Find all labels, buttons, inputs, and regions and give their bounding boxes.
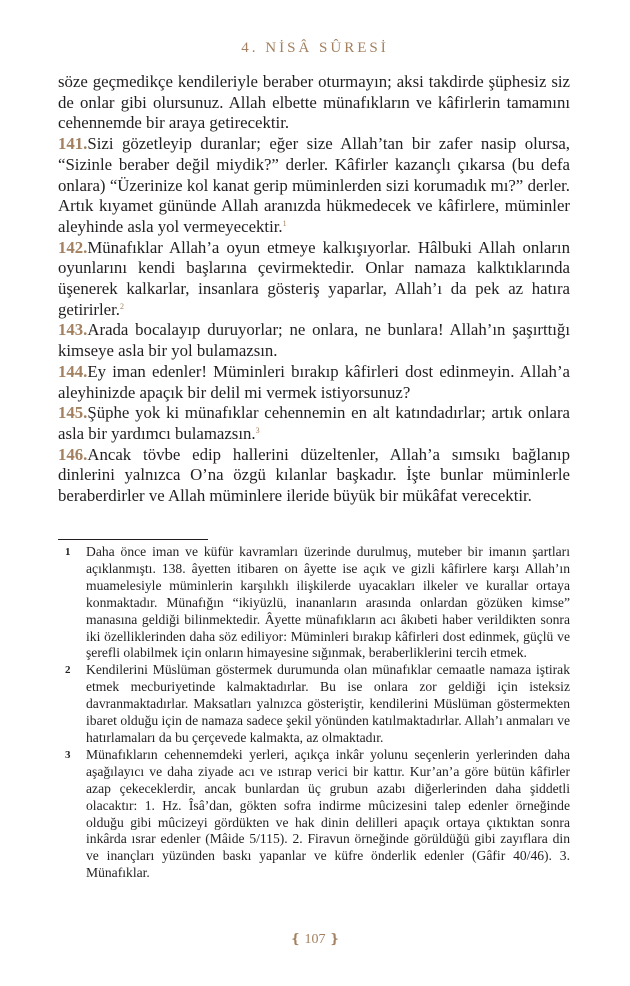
footnote-text: Kendilerini Müslüman göstermek durumunda olan münafıklar cemaatle namaza iştirak etmek mecburiyetinde kalmaktadırlar. Bu ise onlara zor geldiği için isteksiz davranmaktadırlar. Maksatları yalnızca gösteriştir, kendilerini Müslüman göstermekten ibaret olduğu için de namaza sadece şekil yönünden katılmaktadırlar. Allah’ı anmaları ve hatırlamaları da bu çerçevede kalmakta, az olmaktadır. bbox=[86, 662, 570, 745]
verse-paragraph bbox=[58, 320, 570, 361]
footnote-ref[interactable]: 1 bbox=[282, 218, 287, 228]
footnote-number: 2 bbox=[65, 664, 71, 677]
page-number bbox=[0, 931, 630, 948]
verse-number: 144. bbox=[58, 361, 88, 381]
verse-text: Ancak tövbe edip hallerini düzeltenler, Allah’a sımsıkı bağlanıp dinlerini yalnızca O’na özgü kılanlar başkadır. İşte bunlar müminlerle beraberdirler ve Allah müminlere ileride büyük bir mükâfat verecektir. bbox=[58, 444, 570, 506]
verse-paragraph bbox=[58, 445, 570, 507]
verse-number: 145. bbox=[58, 403, 88, 423]
verse-paragraph bbox=[58, 362, 570, 403]
footnote bbox=[58, 544, 570, 662]
verse-text: Sizi gözetleyip duranlar; eğer size Allah’tan bir zafer nasip olursa, “Sizinle beraber değil miydik?” derler. Kâfirler kazançlı çıkarsa (bu defa onlara) “Üzerinize kol kanat gerip müminlerden sizi korumadık mı?” derler. Artık kıyamet gününde Allah aranızda hükmedecek ve kâfirlere, müminler aleyhinde asla yol vermeyecektir. bbox=[58, 134, 570, 236]
verse-number: 143. bbox=[58, 320, 88, 340]
verse-text: Ey iman edenler! Müminleri bırakıp kâfirleri dost edinmeyin. Allah’a aleyhinizde apaçık bir delil mi vermek istiyorsunuz? bbox=[58, 361, 570, 402]
ornament-right-icon: ❵ bbox=[329, 931, 340, 946]
verse-number: 146. bbox=[58, 444, 88, 464]
main-text bbox=[58, 72, 570, 507]
verse-text: söze geçmedikçe kendileriyle beraber oturmayın; aksi takdirde şüphesiz siz de onlar gibi olursunuz. Allah elbette münafıkların ve kâfirlerin tamamını cehennemde bir araya getirecektir. bbox=[58, 72, 570, 133]
running-header: 4. NİSÂ SÛRESİ bbox=[241, 40, 389, 56]
verse-number: 141. bbox=[58, 134, 88, 154]
footnote bbox=[58, 747, 570, 882]
verse-text: Şüphe yok ki münafıklar cehennemin en alt katındadırlar; artık onlara asla bir yardımcı bulamazsın. bbox=[58, 403, 570, 443]
footnote-text: Daha önce iman ve küfür kavramları üzerinde durulmuş, muteber bir imanın şartları açıklanmıştı. 138. âyetten itibaren on âyette ise açık ve gizli kâfirlere karşı Allah’ın muamelesiyle müminlerin karşılıklı ilişkilerde uyacakları ilkeler ve kurallar ortaya konmaktadır. Münafığın “ikiyüzlü, inananların arasında onlardan gözüken kimse” manasına geldiği bilinmektedir. Âyette münafıkların acı âkıbeti haber verildikten sonra iki özelliklerinden daha söz ediliyor: Müminleri bırakıp kâfirleri dost edinmek, güçlü ve şerefli olabilmek için onların himayesine sığınmak, beraberliklerini tercih etmek. bbox=[86, 544, 570, 661]
footnote-number: 3 bbox=[65, 748, 71, 761]
footnote-ref[interactable]: 3 bbox=[255, 425, 260, 435]
footnote-number: 1 bbox=[65, 546, 71, 558]
footnote-divider bbox=[58, 539, 208, 540]
verse-paragraph bbox=[58, 134, 570, 238]
verse-paragraph bbox=[58, 238, 570, 321]
ornament-left-icon: ❴ bbox=[290, 931, 301, 946]
footnote bbox=[58, 662, 570, 747]
verse-text: Arada bocalayıp duruyorlar; ne onlara, ne bunlara! Allah’ın şaşırttığı kimseye asla bir yol bulamazsın. bbox=[58, 320, 570, 361]
page-number-value: 107 bbox=[304, 932, 326, 947]
verse-paragraph bbox=[58, 403, 570, 444]
verse-text: Münafıklar Allah’a oyun etmeye kalkışıyorlar. Hâlbuki Allah onların oyunlarını kendi başlarına çevirmektedir. Onlar namaza kalktıklarında üşenerek kalkarlar, insanlara gösteriş yaparlar, Allah’ı da pek az hatıra getirirler. bbox=[58, 237, 570, 319]
footnote-text: Münafıkların cehennemdeki yerleri, açıkça inkâr yolunu seçenlerin yerlerinden daha aşağılayıcı ve daha ziyade acı ve ıstırap verici bir kattır. Kur’an’a göre bütün kâfirler azap çekeceklerdir, ancak bunlardan üç grubun azabı diğerlerinden daha şiddetli olacaktır: 1. Hz. Îsâ’dan, gökten sofra indirme mûcizesini talep edenler örneğinde olduğu gibi mûcizeyi gördükten ve hak dinin delilleri apaçık ortaya çıktıktan sonra inkârda ısrar edenler (Mâide 5/115). 2. Firavun örneğinde görüldüğü gibi zayıflara din ve inançları yüzünden baskı yapanlar ve küfre önderlik edenler (Gâfir 40/46). 3. Münafıklar. bbox=[86, 746, 570, 881]
footnotes bbox=[58, 544, 570, 882]
verse-paragraph bbox=[58, 72, 570, 134]
verse-number: 142. bbox=[58, 237, 88, 257]
footnote-ref[interactable]: 2 bbox=[119, 301, 124, 311]
